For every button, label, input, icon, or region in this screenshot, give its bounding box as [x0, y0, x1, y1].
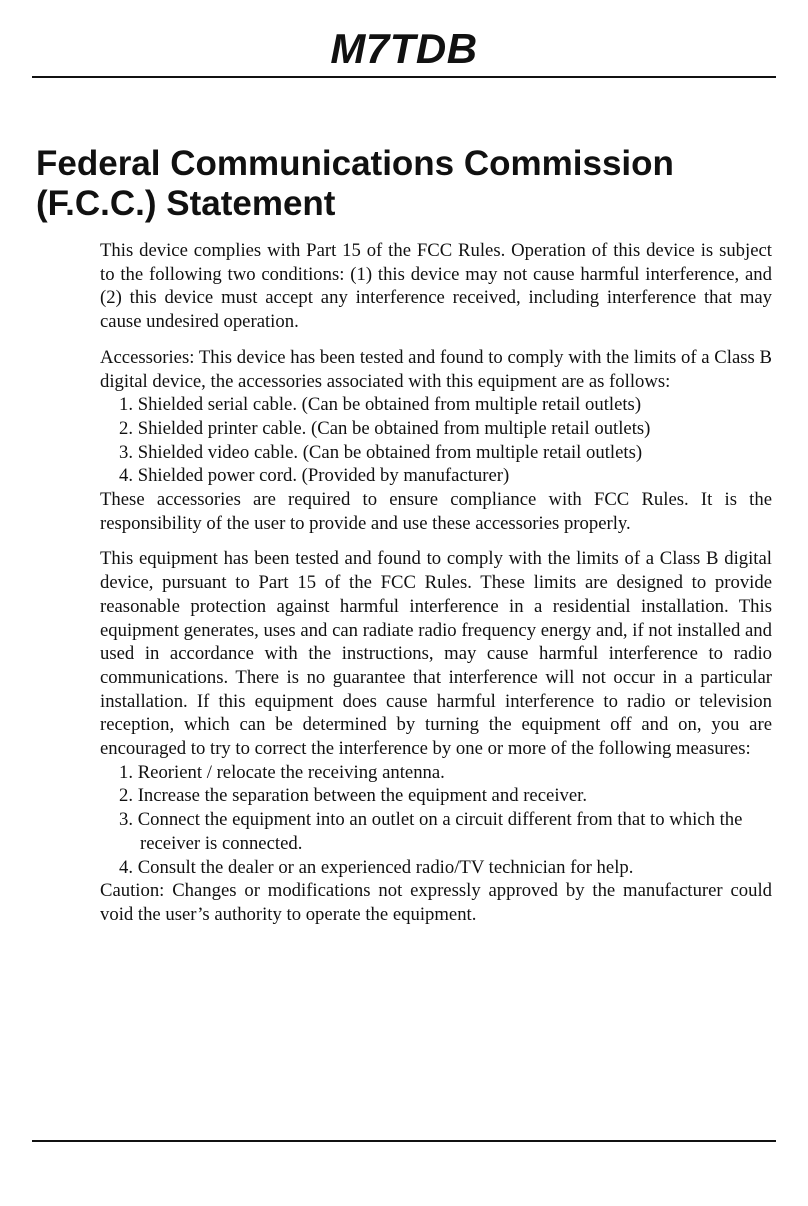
statement-body [100, 239, 772, 927]
accessories-outro-paragraph: These accessories are required to ensure compliance with FCC Rules. It is the responsibility of the user to provide and use these accessories properly. [100, 489, 772, 534]
class-b-paragraph: This equipment has been tested and found to comply with the limits of a Class B digital device, pursuant to Part 15 of the FCC Rules. These limits are designed to provide reasonable protection against harmful interference in a residential installation. This equipment generates, uses and can radiate radio frequency energy and, if not installed and used in accordance with the instructions, may cause harmful interference to radio communications. There is no guarantee that interference will not occur in a particular installation. If this equipment does cause harmful interference to radio or television reception, which can be determined by turning the equipment off and on, you are encouraged to try to correct the interference by one or more of the following measures: [100, 548, 772, 760]
accessories-list [100, 393, 772, 488]
document-header-model: M7TDB [330, 25, 478, 72]
list-item: 4. Consult the dealer or an experienced radio/TV technician for help. [119, 856, 634, 878]
header-divider [32, 76, 776, 78]
measures-list [100, 761, 772, 880]
list-item: 4. Shielded power cord. (Provided by manufacturer) [119, 465, 510, 487]
list-item: 1. Shielded serial cable. (Can be obtained from multiple retail outlets) [119, 394, 642, 416]
footer-divider [32, 1140, 776, 1142]
accessories-intro-paragraph: Accessories: This device has been tested and found to comply with the limits of a Class B digital device, the accessories associated with this equipment are as follows: [100, 346, 772, 392]
section-heading [36, 144, 776, 224]
list-item: 1. Reorient / relocate the receiving antenna. [119, 761, 445, 783]
list-item: 3. Shielded video cable. (Can be obtained from multiple retail outlets) [119, 441, 643, 463]
list-item: 3. Connect the equipment into an outlet on a circuit different from that to which the receiver is connected. [119, 809, 743, 854]
caution-paragraph: Caution: Changes or modifications not expressly approved by the manufacturer could void the user’s authority to operate the equipment. [100, 880, 772, 925]
compliance-paragraph: This device complies with Part 15 of the FCC Rules. Operation of this device is subject to the following two conditions: (1) this device may not cause harmful interference, and (2) this device must accept any interference received, including interference that may cause undesired operation. [100, 240, 772, 333]
section-heading-line-2: (F.C.C.) Statement [36, 184, 336, 223]
list-item: 2. Shielded printer cable. (Can be obtained from multiple retail outlets) [119, 417, 651, 439]
section-heading-line-1: Federal Communications Commission [36, 144, 674, 183]
paragraph-spacer [100, 334, 772, 346]
paragraph-spacer [100, 535, 772, 547]
list-item: 2. Increase the separation between the equipment and receiver. [119, 785, 588, 807]
